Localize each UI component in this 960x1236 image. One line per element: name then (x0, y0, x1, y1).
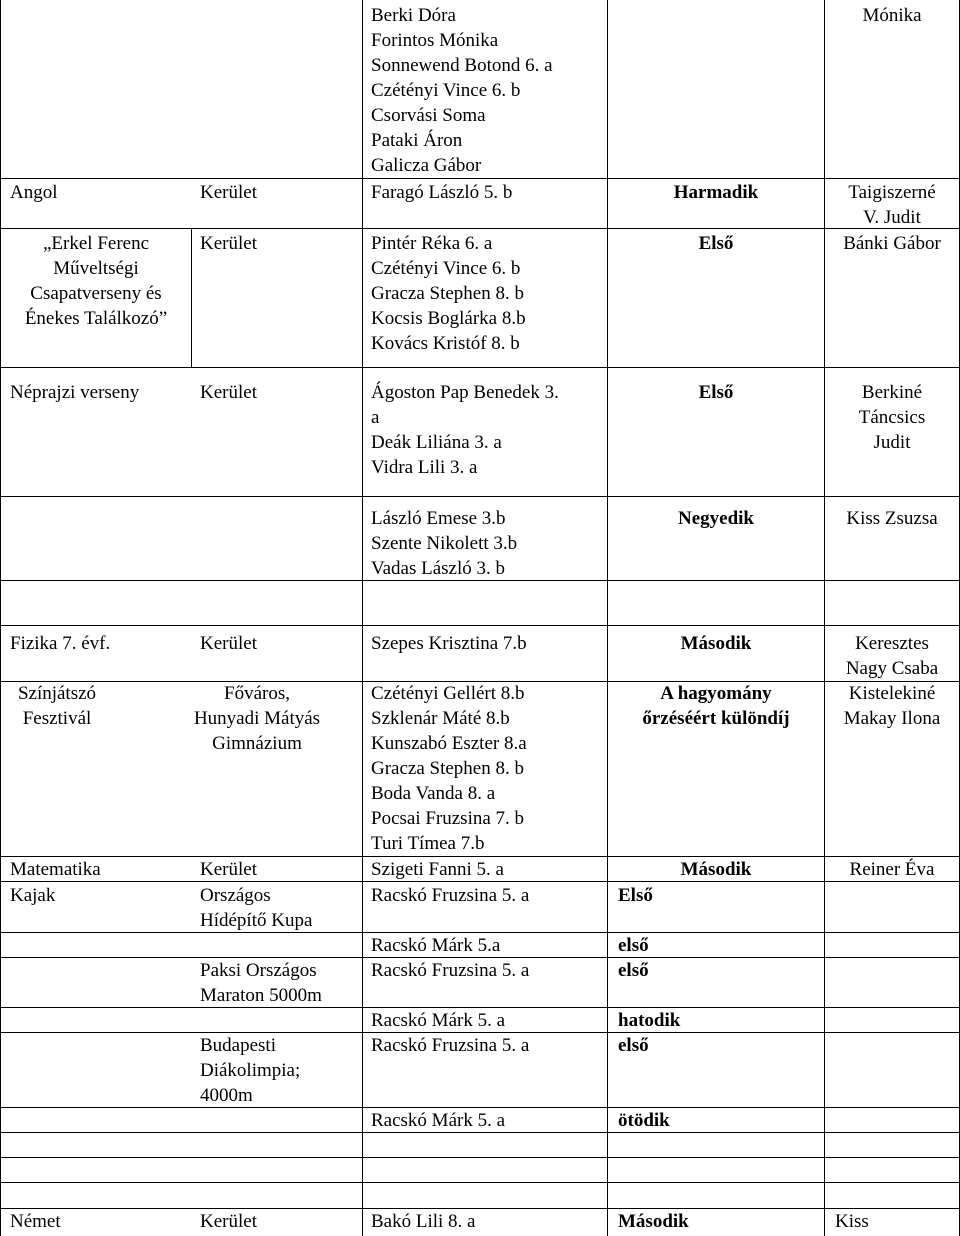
row-neprajz-1-students: Ágoston Pap Benedek 3. a Deák Liliána 3. a Vidra Lili 3. a (371, 382, 559, 478)
row-kajak-3-place: első (618, 960, 649, 981)
row-kajak-5-place: első (618, 1035, 649, 1056)
row-neprajz-1-place: Első (698, 382, 734, 403)
row-nemet-subject: Német (10, 1211, 61, 1232)
row-fizika-students: Szepes Krisztina 7.b (371, 633, 527, 654)
row-erkel-teacher: Bánki Gábor (843, 233, 941, 254)
row-kajak-6-place: ötödik (618, 1110, 670, 1131)
row-neprajz-subject: Néprajzi verseny (10, 382, 140, 403)
row-nemet-teacher: Kiss (835, 1211, 869, 1232)
row-kajak-6-students: Racskó Márk 5. a (371, 1110, 506, 1131)
row-erkel-students: Pintér Réka 6. a Czétényi Vince 6. b Gracza Stephen 8. b Kocsis Boglárka 8.b Kovács Kristóf 8. b (371, 233, 526, 354)
row-nemet-place: Második (618, 1211, 689, 1232)
row-kajak-1-students: Racskó Fruzsina 5. a (371, 885, 530, 906)
row-matematika-subject: Matematika (10, 859, 101, 880)
row-angol-level: Kerület (200, 182, 257, 203)
row-kajak-2-students: Racskó Márk 5.a (371, 935, 501, 956)
row-matematika-teacher: Reiner Éva (849, 859, 935, 880)
row-szinjatszo-level: Főváros, Hunyadi Mátyás Gimnázium (193, 683, 321, 754)
row-kajak-1-place: Első (618, 885, 653, 906)
row-kajak-4-students: Racskó Márk 5. a (371, 1010, 506, 1031)
row-kajak-5-level: Budapesti Diákolimpia; 4000m (200, 1035, 301, 1106)
row-neprajz-2-place: Negyedik (678, 508, 754, 529)
row-neprajz-2-students: László Emese 3.b Szente Nikolett 3.b Vadas László 3. b (371, 508, 518, 579)
row-fizika-teacher: Keresztes Nagy Csaba (845, 633, 939, 679)
row-fizika-subject: Fizika 7. évf. (10, 633, 111, 654)
row-matematika-place: Második (680, 859, 752, 880)
row-angol-place: Harmadik (673, 182, 759, 203)
row-neprajz-level: Kerület (200, 382, 257, 403)
row-kajak-3-students: Racskó Fruzsina 5. a (371, 960, 530, 981)
row-matematika-level: Kerület (200, 859, 257, 880)
row-fizika-place: Második (680, 633, 752, 654)
row-angol-students: Faragó László 5. b (371, 182, 513, 203)
row-top-students: Berki Dóra Forintos Mónika Sonnewend Botond 6. a Czétényi Vince 6. b Csorvási Soma Pataki Áron Galicza Gábor (371, 5, 553, 176)
row-angol-subject: Angol (10, 182, 58, 203)
row-matematika-students: Szigeti Fanni 5. a (371, 859, 504, 880)
row-angol-teacher: Taigiszerné V. Judit (848, 182, 936, 228)
row-fizika-level: Kerület (200, 633, 257, 654)
row-kajak-subject: Kajak (10, 885, 56, 906)
row-szinjatszo-subject: Színjátszó Fesztivál (17, 683, 97, 729)
row-erkel-subject: „Erkel Ferenc Műveltségi Csapatverseny és Énekes Találkozó” (24, 233, 168, 329)
row-szinjatszo-teacher: Kistelekiné Makay Ilona (843, 683, 941, 729)
row-erkel-level: Kerület (200, 233, 257, 254)
row-erkel-place: Első (698, 233, 734, 254)
row-top-teacher: Mónika (862, 5, 922, 26)
row-szinjatszo-students: Czétényi Gellért 8.b Szklenár Máté 8.b Kunszabó Eszter 8.a Gracza Stephen 8. b Boda Vanda 8. a Pocsai Fruzsina 7. b Turi Tímea 7.b (371, 683, 527, 854)
row-kajak-3-level: Paksi Országos Maraton 5000m (200, 960, 322, 1006)
row-szinjatszo-place: A hagyomány őrzéséért különdíj (642, 683, 790, 729)
row-nemet-level: Kerület (200, 1211, 257, 1232)
row-neprajz-1-teacher: Berkiné Táncsics Judit (858, 382, 926, 453)
row-kajak-2-place: első (618, 935, 649, 956)
row-kajak-5-students: Racskó Fruzsina 5. a (371, 1035, 530, 1056)
row-nemet-students: Bakó Lili 8. a (371, 1211, 476, 1232)
row-neprajz-2-teacher: Kiss Zsuzsa (846, 508, 938, 529)
row-kajak-4-place: hatodik (618, 1010, 681, 1031)
row-kajak-1-level: Országos Hídépítő Kupa (200, 885, 313, 931)
